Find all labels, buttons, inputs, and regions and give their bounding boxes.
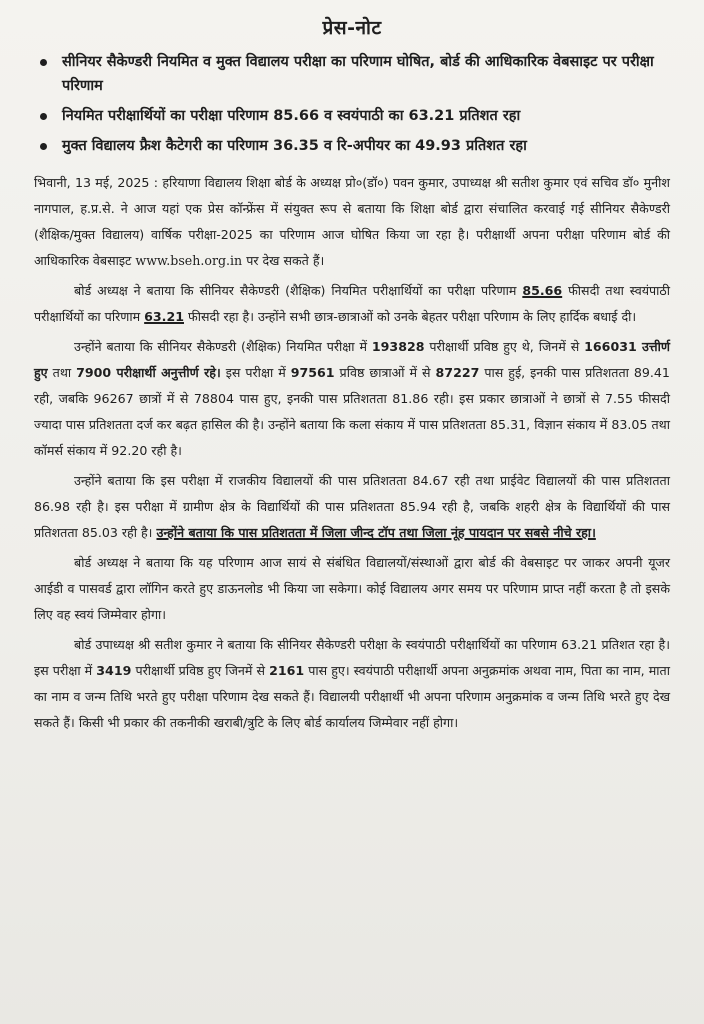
district-highlight: उन्होंने बताया कि पास प्रतिशतता में जिला जीन्द टॉप तथा जिला नूंह पायदान पर सबसे नीचे रहा। xyxy=(156,525,596,540)
paragraph-intro: भिवानी, 13 मई, 2025 : हरियाणा विद्यालय शिक्षा बोर्ड के अध्यक्ष प्रो०(डॉ०) पवन कुमार, उपाध्यक्ष श्री सतीश कुमार एवं सचिव डॉ० मुनीश नागपाल, ह.प्र.से. ने आज यहां एक प्रेस कॉन्फ्रेंस में संयुक्त रूप से बताया कि शिक्षा बोर्ड द्वारा संचालित करवाई गई सीनियर सैकेण्डरी (शैक्षिक/मुक्त विद्यालय) वार्षिक परीक्षा-2025 का परिणाम आज घोषित किया जा रहा है। परीक्षार्थी अपना परीक्षा परिणाम बोर्ड की आधिकारिक वेबसाइट www.bseh.org.in पर देख सकते हैं। xyxy=(34,175,670,268)
headline-bullet: सीनियर सैकेण्डरी नियमित व मुक्त विद्यालय परीक्षा का परिणाम घोषित, बोर्ड की आधिकारिक वेबसाइट पर परीक्षा परिणाम xyxy=(34,50,670,98)
paragraph-download: बोर्ड अध्यक्ष ने बताया कि यह परिणाम आज सायं से संबंधित विद्यालयों/संस्थाओं द्वारा बोर्ड की वेबसाइट पर जाकर अपनी यूजर आईडी व पासवर्ड द्वारा लॉगिन करते हुए डाऊनलोड भी किया जा सकेगा। कोई विद्यालय अगर समय पर परिणाम प्राप्त नहीं करता है तो इसके लिए वह स्वयं जिम्मेवार होगा। xyxy=(34,555,670,622)
paragraph-school-types: उन्होंने बताया कि इस परीक्षा में राजकीय विद्यालयों की पास प्रतिशतता 84.67 रही तथा प्राईवेट विद्यालयों की पास प्रतिशतता 86.98 रही है। इस परीक्षा में ग्रामीण क्षेत्र के विद्यार्थियों की पास प्रतिशतता 85.94 रही है, जबकि शहरी क्षेत्र के विद्यार्थियों की पास प्रतिशतता 85.03 रही है। उन्होंने बताया कि पास प्रतिशतता में जिला जीन्द टॉप तथा जिला नूंह पायदान पर सबसे नीचे रहा। xyxy=(34,473,670,540)
bullet-icon xyxy=(40,113,47,120)
headline-bullets xyxy=(34,50,670,158)
headline-bullet: नियमित परीक्षार्थियों का परीक्षा परिणाम 85.66 व स्वयंपाठी का 63.21 प्रतिशत रहा xyxy=(34,104,670,128)
private-result-value: 63.21 xyxy=(144,309,184,324)
website-link: www.bseh.org.in xyxy=(135,253,243,268)
headline-bullet: मुक्त विद्यालय फ्रैश कैटेगरी का परिणाम 36.35 व रि-अपीयर का 49.93 प्रतिशत रहा xyxy=(34,134,670,158)
paragraph-statistics: उन्होंने बताया कि सीनियर सैकेण्डरी (शैक्षिक) नियमित परीक्षा में 193828 परीक्षार्थी प्रविष्ठ हुए थे, जिनमें से 166031 उत्तीर्ण हुए तथा 7900 परीक्षार्थी अनुत्तीर्ण रहे। इस परीक्षा में 97561 प्रविष्ठ छात्राओं में से 87227 पास हुई, इनकी पास प्रतिशतता 89.41 रही, जबकि 96267 छात्रों में से 78804 पास हुए, इनकी पास प्रतिशतता 81.86 रही। इस प्रकार छात्राओं ने छात्रों से 7.55 फीसदी ज्यादा पास प्रतिशतता दर्ज कर बढ़त हासिल की है। उन्होंने बताया कि कला संकाय में पास प्रतिशतता 85.31, विज्ञान संकाय में 83.05 तथा कॉमर्स संकाय में 92.20 रही है। xyxy=(34,339,670,458)
bullet-icon xyxy=(40,143,47,150)
dateline: भिवानी, 13 मई, 2025 : xyxy=(34,175,158,190)
page-title: प्रेस-नोट xyxy=(322,17,382,39)
regular-result-value: 85.66 xyxy=(522,283,563,298)
paragraph-private-candidates: बोर्ड उपाध्यक्ष श्री सतीश कुमार ने बताया कि सीनियर सैकेण्डरी परीक्षा के स्वयंपाठी परीक्षार्थियों का परिणाम 63.21 प्रतिशत रहा है। इस परीक्षा में 3419 परीक्षार्थी प्रविष्ठ हुए जिनमें से 2161 पास हुए। स्वयंपाठी परीक्षार्थी अपना अनुक्रमांक अथवा नाम, पिता का नाम, माता का नाम व जन्म तिथि भरते हुए परीक्षा परिणाम देख सकते हैं। विद्यालयी परीक्षार्थी भी अपना परिणाम अनुक्रमांक व जन्म तिथि भरते हुए देख सकते हैं। किसी भी प्रकार की तकनीकी खराबी/त्रुटि के लिए बोर्ड कार्यालय जिम्मेवार नहीं होगा। xyxy=(34,637,670,730)
paragraph-results: बोर्ड अध्यक्ष ने बताया कि सीनियर सैकेण्डरी (शैक्षिक) नियमित परीक्षार्थियों का परीक्षा परिणाम 85.66 फीसदी तथा स्वयंपाठी परीक्षार्थियों का परिणाम 63.21 फीसदी रहा है। उन्होंने सभी छात्र-छात्राओं को उनके बेहतर परीक्षा परिणाम के लिए हार्दिक बधाई दी। xyxy=(34,283,670,324)
bullet-icon xyxy=(40,59,47,66)
